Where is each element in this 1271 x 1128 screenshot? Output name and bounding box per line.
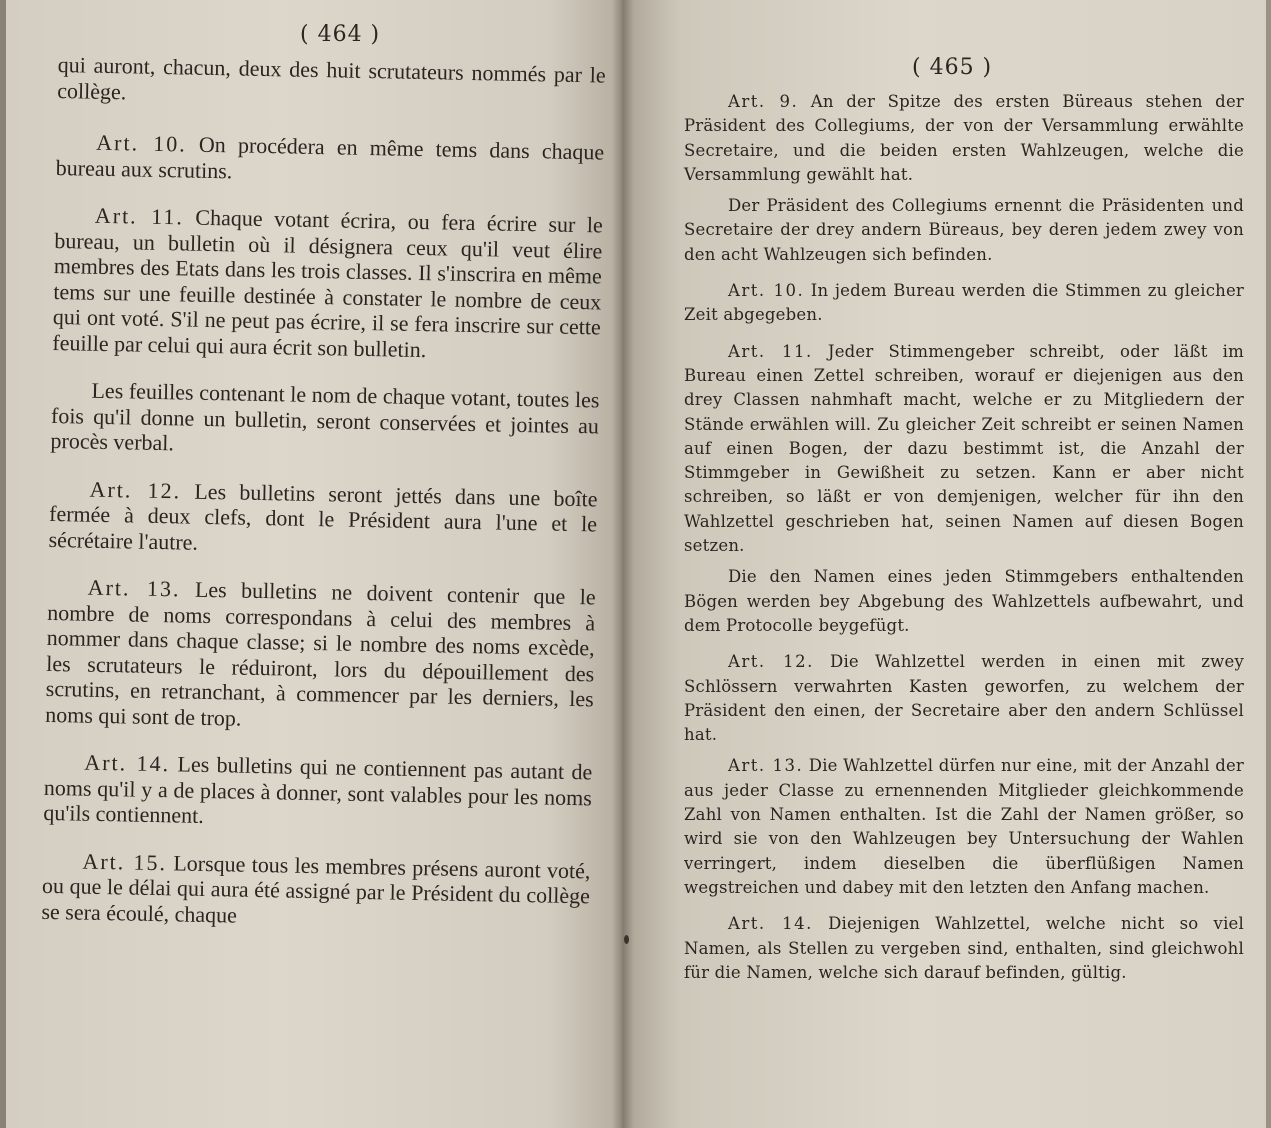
left-page-number: ( 464 ) [300, 22, 381, 47]
article-text: In jedem Bureau werden die Stimmen zu gleicher Zeit abgegeben. [684, 281, 1245, 325]
article-15-fr [41, 847, 590, 934]
article-12-fr [48, 475, 597, 562]
article-text: Les bulletins ne doivent contenir que le nombre de noms correspondans à celui des membres à nommer dans chaque classe; si le nombre des noms excède, les scrutateurs le réduiront, lors du dépouillement des scrutins, en retranchant, à commencer par les derniers, les noms qui sont de trop. [45, 576, 596, 731]
article-13-de [684, 754, 1244, 900]
article-10-de [684, 279, 1244, 328]
left-page-text [41, 52, 606, 934]
right-page-number: ( 465 ) [912, 55, 993, 80]
article-text: Les bulletins seront jettés dans une boîte fermée à deux clefs, dont le Président aura l'une et le sécrétaire l'autre. [48, 478, 598, 555]
feuilles-paragraph: Les feuilles contenant le nom de chaque votant, toutes les fois qu'il donne un bulletin, seront conservées et jointes au procès verbal. [50, 377, 600, 456]
article-12-de [684, 650, 1244, 747]
article-text: Chaque votant écrira, ou fera écrire sur le bureau, un bulletin où il désignera ceux qu'il veut élire membres des Etats dans les trois classes. Il s'inscrira en même tems sur une feuille destinée à constater le nombre de ceux qui ont voté. S'il ne peut pas écrire, il se fera inscrire sur cette feuille par celui qui aura écrit son bulletin. [52, 204, 604, 362]
right-page [622, 0, 1271, 1128]
article-10-fr [56, 129, 605, 191]
article-label: Art. 13. [728, 756, 804, 776]
article-label: Art. 15. [82, 848, 168, 875]
bogen-paragraph: Die den Namen eines jeden Stimmgebers enthaltenden Bögen werden bey Abgebung des Wahlzettels aufbewahrt, und dem Protocolle beygefügt. [684, 567, 1244, 635]
article-label: Art. 12. [89, 476, 182, 503]
book-gutter [612, 0, 634, 1128]
article-13-fr [45, 574, 596, 737]
article-label: Art. 10. [728, 281, 805, 301]
article-label: Art. 14. [84, 749, 171, 777]
article-9-de [684, 90, 1244, 187]
article-14-de [684, 912, 1244, 985]
article-label: Art. 13. [87, 574, 181, 602]
left-page [0, 0, 622, 1128]
article-11-de [684, 340, 1244, 559]
page-edge-left [0, 0, 6, 1128]
article-label: Art. 11. [728, 341, 813, 361]
article-11-fr [52, 202, 603, 365]
continuation-paragraph: qui auront, chacun, deux des huit scrutateurs nommés par le collège. [57, 52, 606, 104]
article-label: Art. 11. [94, 202, 185, 230]
article-14-fr [43, 749, 592, 836]
article-text: Diejenigen Wahlzettel, welche nicht so viel Namen, als Stellen zu vergeben sind, enthalten, sind gleichwohl für die Namen, welche sich darauf befinden, gültig. [684, 914, 1244, 982]
praesident-paragraph: Der Präsident des Collegiums ernennt die Präsidenten und Secretaire der drey andern Büreaus, bey deren jedem zwey von den acht Wahlzeugen sich befinden. [684, 196, 1244, 264]
article-text: Les bulletins qui ne contiennent pas autant de noms qu'il y a de places à donner, sont valables pour les noms qu'ils contiennent. [43, 751, 593, 828]
article-label: Art. 12. [728, 652, 814, 672]
article-text: Die Wahlzettel werden in einen mit zwey Schlössern verwahrten Kasten geworfen, zu welchem der Präsident den einen, der Secretaire aber den andern Schlüssel hat. [684, 652, 1244, 745]
right-page-text [684, 90, 1244, 992]
page-edge-right [1266, 0, 1271, 1128]
article-label: Art. 14. [728, 914, 813, 934]
article-text: On procédera en même tems dans chaque bureau aux scrutins. [55, 131, 605, 183]
article-text: Die Wahlzettel dürfen nur eine, mit der Anzahl der aus jeder Classe zu ernennenden Mitglieder gleichkommende Zahl von Namen enthalten. Ist die Zahl der Namen größer, so wird sie von den Wahlzeugen bey Untersuchung der Wahlen verringert, indem dieselben die überflüßigen Namen wegstreichen und dabey mit den letzten den Anfang machen. [684, 756, 1245, 897]
article-text: Jeder Stimmengeber schreibt, oder läßt im Bureau einen Zettel schreiben, worauf er diejenigen aus den drey Classen nahmhaft macht, welche er zu Mitgliedern der Stände erwählen will. Zu gleicher Zeit schreibt er seinen Namen auf einen Bogen, der dazu bestimmt ist, die Anzahl der Stimmgeber in Gewißheit zu setzen. Kann er aber nicht schreiben, so läßt er von demjenigen, welcher für ihn den Wahlzettel geschrieben hat, seinen Namen auf diesen Bogen setzen. [684, 341, 1244, 556]
article-text: An der Spitze des ersten Büreaus stehen der Präsident des Collegiums, der von der Versammlung erwählte Secretaire, und die beiden ersten Wahlzeugen, welche die Versammlung gewählt hat. [684, 92, 1244, 184]
ink-spot [624, 935, 629, 944]
article-text: Lorsque tous les membres présens auront voté, ou que le délai qui aura été assigné par le Président du collège se sera écoulé, chaque [41, 849, 591, 928]
article-label: Art. 10. [96, 129, 187, 157]
article-label: Art. 9. [728, 92, 799, 111]
